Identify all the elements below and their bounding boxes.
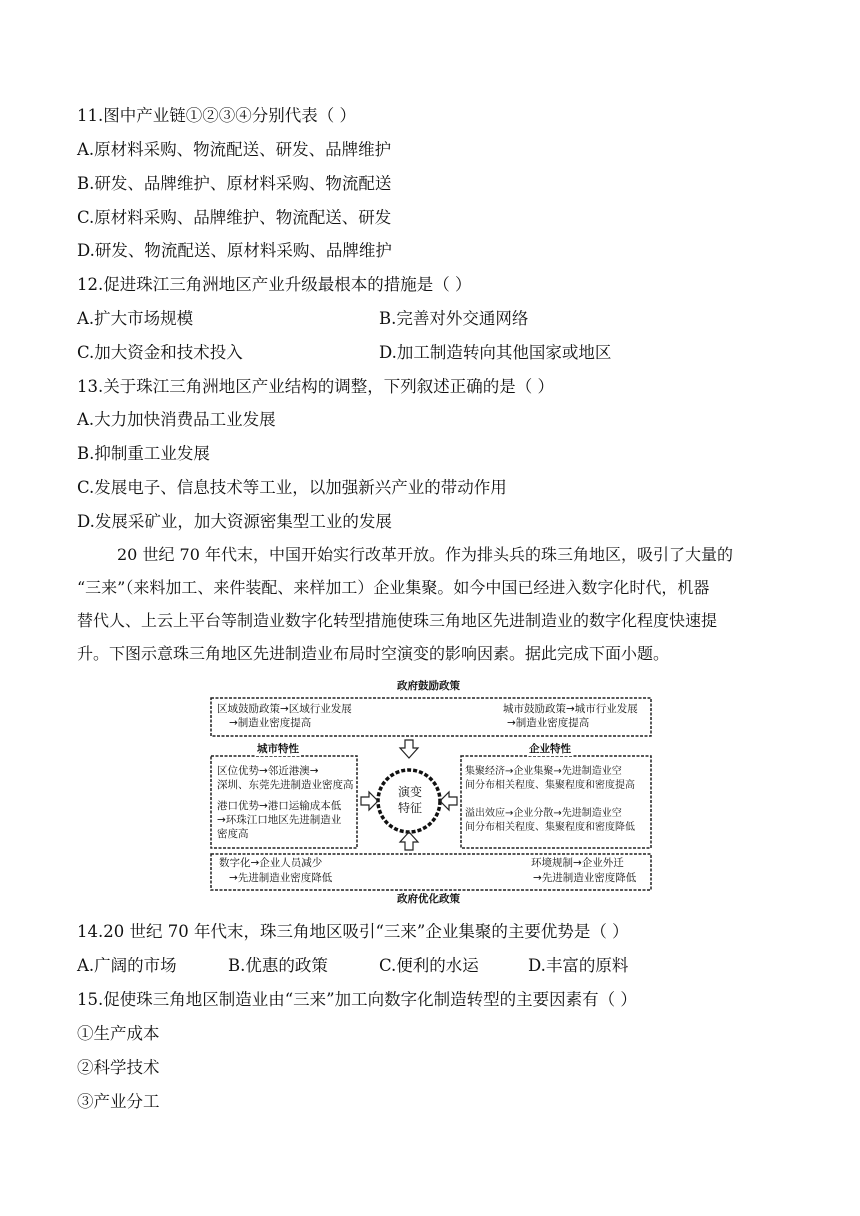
center-label-line-1: 演变	[398, 785, 423, 799]
q12-option-d[interactable]: D.加工制造转向其他国家或地区	[379, 343, 612, 362]
q15-item-1: ①生产成本	[77, 1024, 160, 1043]
q14-option-c[interactable]: C.便利的水运	[379, 956, 479, 975]
q15-item-3: ③产业分工	[77, 1092, 160, 1111]
q11-option-d[interactable]: D.研发、物流配送、原材料采购、品牌维护	[77, 241, 392, 260]
passage-line-3: 替代人、上云上平台等制造业数字化转型措施使珠三角地区先进制造业的数字化程度快速提	[77, 611, 718, 630]
city-line-2: 深圳、东莞先进制造业密度高	[217, 779, 354, 791]
top-left-line-2: →制造业密度提高	[229, 717, 312, 729]
q13-option-c[interactable]: C.发展电子、信息技术等工业，以加强新兴产业的带动作用	[77, 478, 507, 497]
q13-option-a[interactable]: A.大力加快消费品工业发展	[77, 410, 276, 429]
diagram-top-title: 政府鼓励政策	[397, 680, 460, 692]
passage-line-2: “三来”（来料加工、来件装配、来样加工）企业集聚。如今中国已经进入数字化时代，机器	[77, 578, 710, 597]
passage-line-1: 20 世纪 70 年代末，中国开始实行改革开放。作为排头兵的珠三角地区，吸引了大量的	[117, 545, 733, 564]
center-label-line-2: 特征	[398, 801, 423, 815]
q14-option-d[interactable]: D.丰富的原料	[528, 956, 629, 975]
bottom-right-line-1: 环境规制→企业外迁	[531, 857, 624, 869]
firm-line-4: 间分布相关程度、集聚程度和密度降低	[465, 822, 635, 833]
q11-option-b[interactable]: B.研发、品牌维护、原材料采购、物流配送	[77, 174, 392, 193]
q13-option-b[interactable]: B.抑制重工业发展	[77, 444, 210, 463]
top-right-line-1: 城市鼓励政策→城市行业发展	[503, 703, 638, 715]
q13-option-d[interactable]: D.发展采矿业，加大资源密集型工业的发展	[77, 512, 392, 531]
question-15-stem: 15.促使珠三角地区制造业由“三来”加工向数字化制造转型的主要因素有（ ）	[77, 990, 637, 1009]
question-12-stem: 12.促进珠江三角洲地区产业升级最根本的措施是（ ）	[77, 275, 472, 294]
bottom-left-line-2: →先进制造业密度降低	[229, 872, 333, 884]
q11-option-a[interactable]: A.原材料采购、物流配送、研发、品牌维护	[77, 140, 392, 159]
influence-factors-diagram	[207, 678, 655, 910]
bottom-right-line-2: →先进制造业密度降低	[533, 872, 637, 884]
passage-line-4: 升。下图示意珠三角地区先进制造业布局时空演变的影响因素。据此完成下面小题。	[77, 644, 670, 663]
city-line-1: 区位优势→邻近港澳→	[217, 765, 319, 777]
firm-line-1: 集聚经济→企业集聚→先进制造业空	[465, 766, 622, 777]
question-14-stem: 14.20 世纪 70 年代末，珠三角地区吸引“三来”企业集聚的主要优势是（ ）	[77, 922, 629, 941]
firm-line-2: 间分布相关程度、集聚程度和密度提高	[465, 780, 635, 791]
diagram-bottom-title: 政府优化政策	[397, 893, 460, 905]
q15-item-2: ②科学技术	[77, 1058, 160, 1077]
q12-option-b[interactable]: B.完善对外交通网络	[379, 309, 529, 328]
firm-characteristics-title: 企业特性	[529, 743, 571, 755]
city-line-3: 港口优势→港口运输成本低	[217, 800, 342, 812]
q11-option-c[interactable]: C.原材料采购、品牌维护、物流配送、研发	[77, 208, 392, 227]
city-line-4: →环珠江口地区先进制造业	[217, 814, 342, 826]
q14-option-a[interactable]: A.广阔的市场	[77, 956, 177, 975]
q12-option-c[interactable]: C.加大资金和技术投入	[77, 343, 243, 362]
question-13-stem: 13.关于珠江三角洲地区产业结构的调整，下列叙述正确的是（ ）	[77, 377, 554, 396]
city-line-5: 密度高	[217, 828, 249, 840]
top-right-line-2: →制造业密度提高	[507, 717, 590, 729]
question-11-stem: 11.图中产业链①②③④分别代表（ ）	[77, 106, 356, 125]
firm-line-3: 溢出效应→企业分散→先进制造业空	[465, 808, 622, 819]
q12-option-a[interactable]: A.扩大市场规模	[77, 309, 194, 328]
bottom-left-line-1: 数字化→企业人员减少	[219, 857, 323, 869]
top-left-line-1: 区域鼓励政策→区域行业发展	[217, 703, 352, 715]
city-characteristics-title: 城市特性	[257, 743, 299, 755]
q14-option-b[interactable]: B.优惠的政策	[228, 956, 328, 975]
